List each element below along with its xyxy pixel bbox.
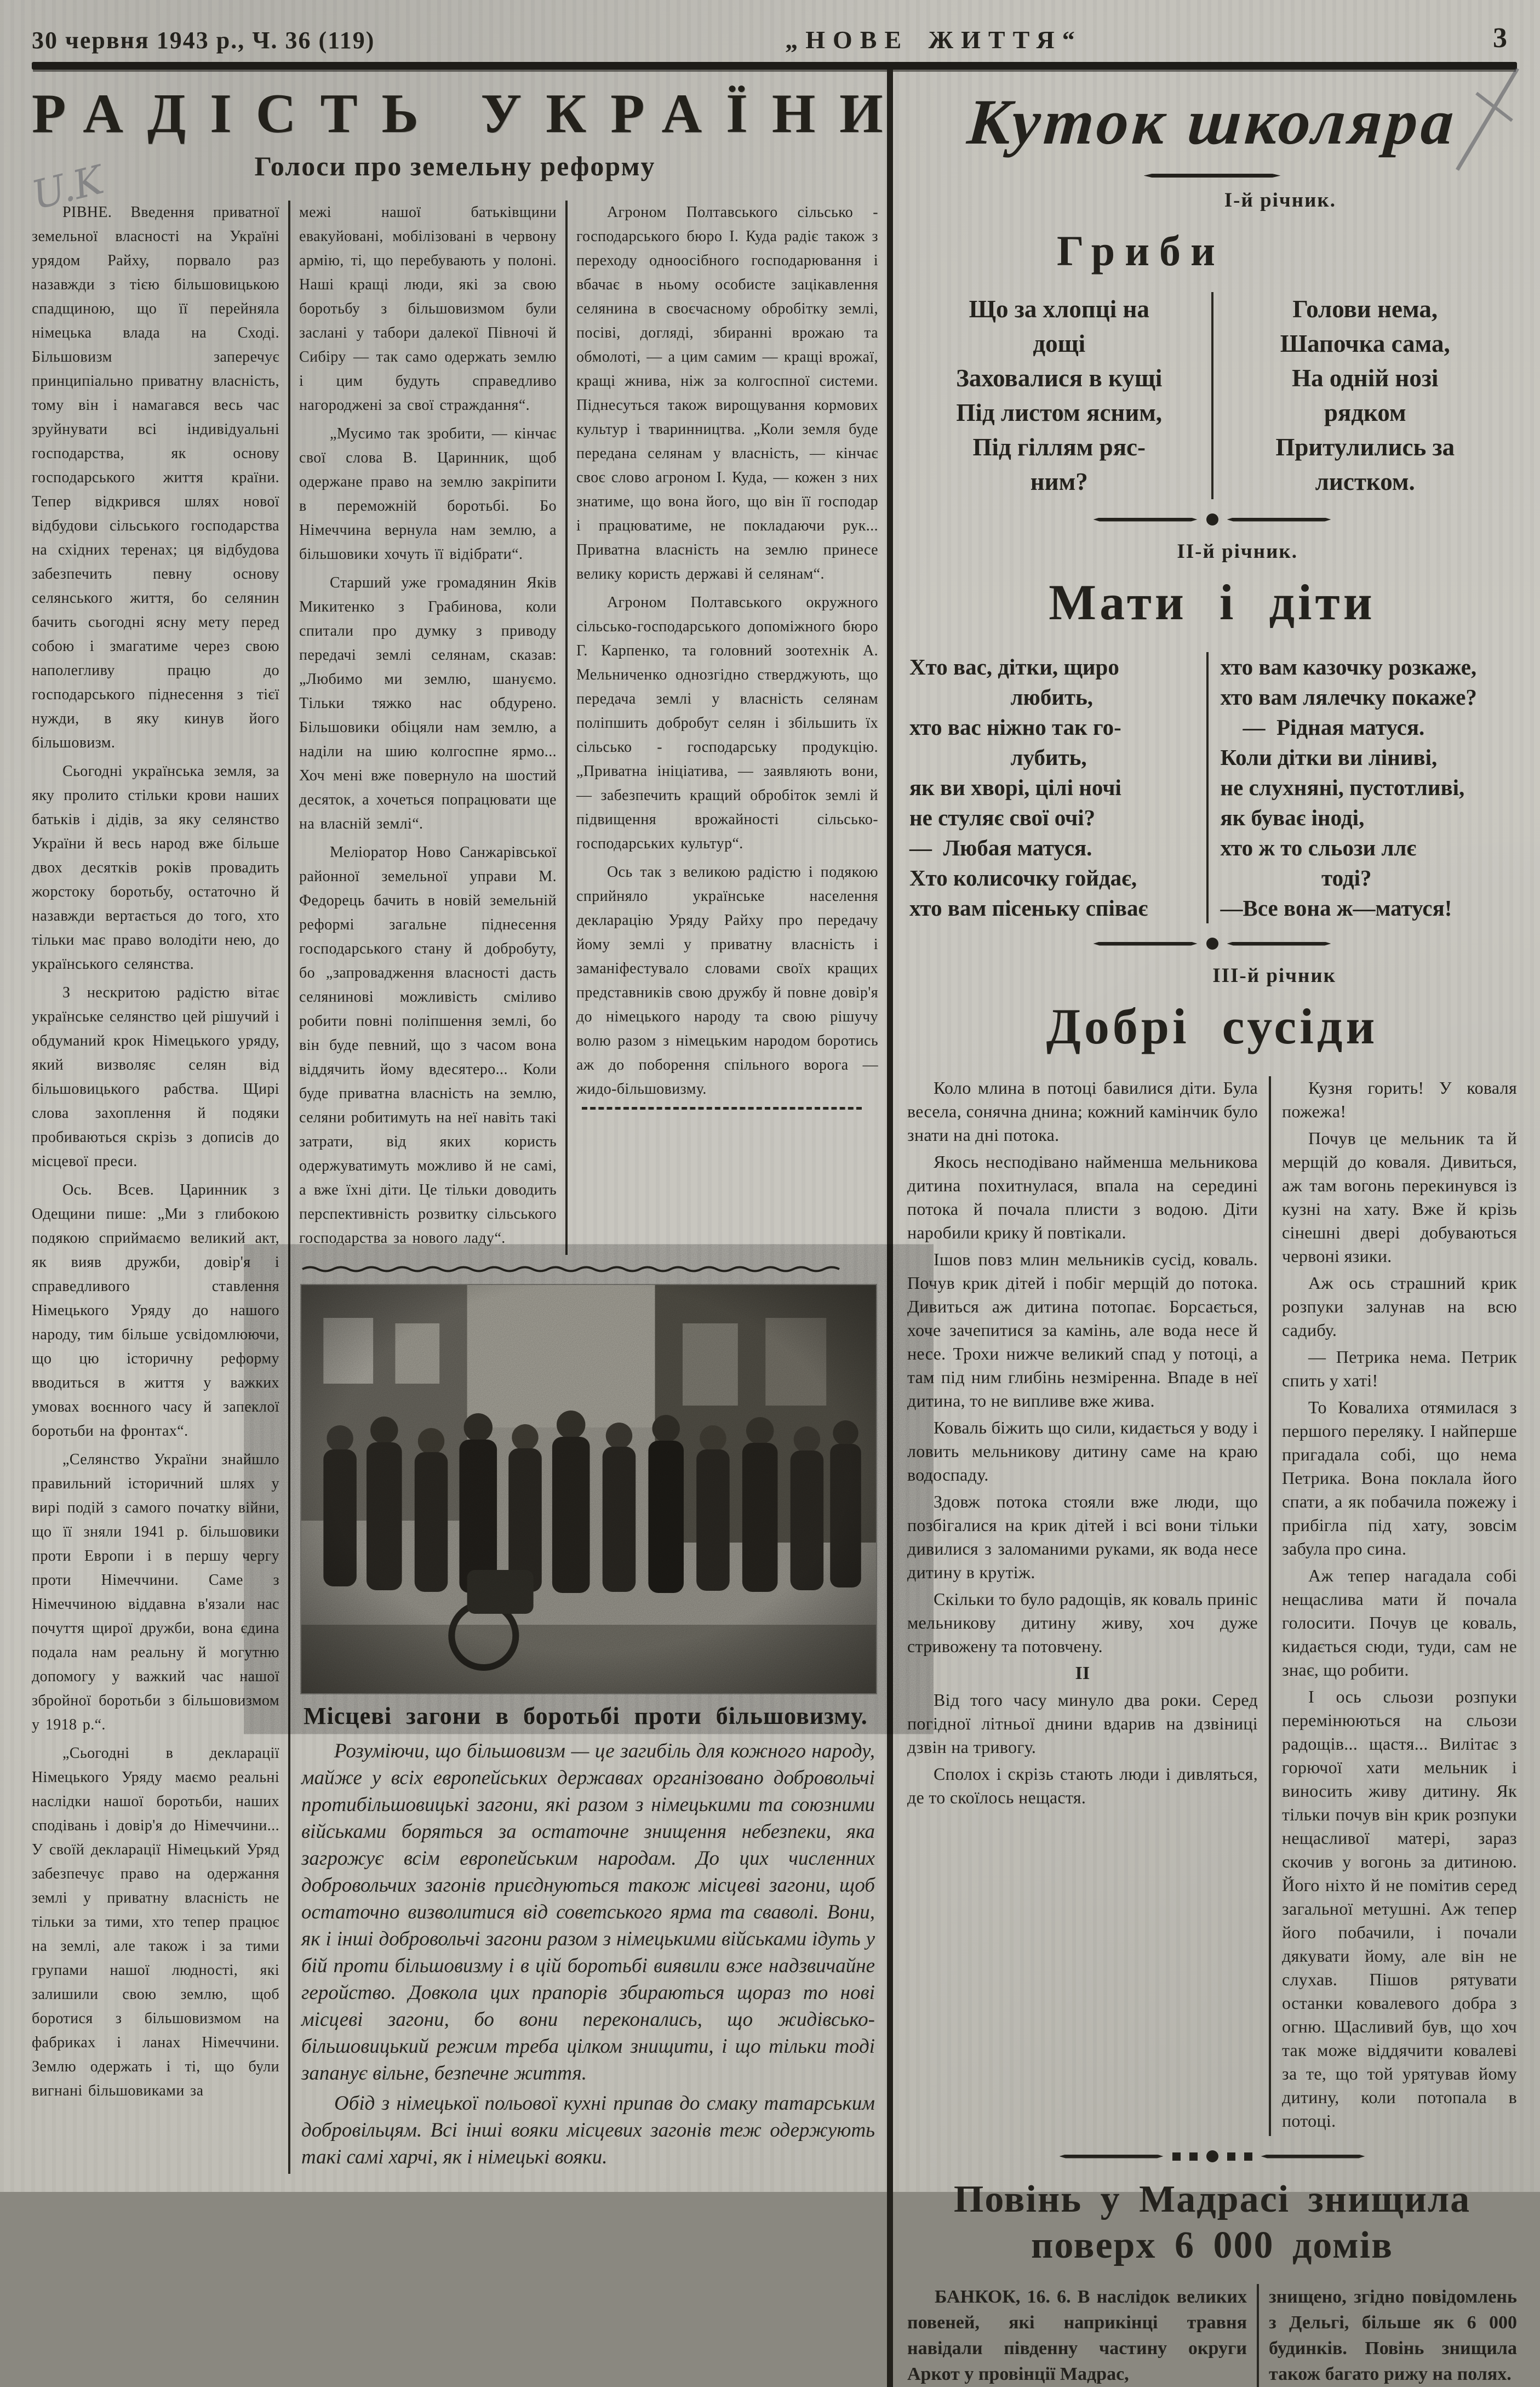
photo-caption: Місцеві загони в боротьбі проти більшовизму. — [304, 1703, 868, 1729]
text-line: Голови нема, — [1292, 295, 1438, 323]
photo-illustration — [301, 1285, 876, 1693]
text-line: — Петрика нема. Петрик спить у хаті! — [1282, 1347, 1517, 1390]
section-title-mother: Мати і діти — [1049, 574, 1376, 630]
story-good-neighbours — [907, 1076, 1517, 2136]
text-line: хто вам лялечку покаже? — [1220, 684, 1477, 710]
text-line: ним? — [1030, 468, 1088, 495]
poem-mushrooms — [907, 292, 1517, 499]
text-line: Ось. Всев. Царинник з Одещини пише: „Ми з глибокою подякою сприймаємо великий акт, як вияв дружби, довір'я і справедливого ставлення Німецького Уряду до нашого народу, тим більше усвідомлюючи, що цю історичну реформу вводиться в життя у важких умовах воєнного часу й запеклої боротьби на фронтах“. — [32, 1181, 279, 1440]
text-line: Ось так з великою радістю і подякою сприйняло українське населення декларацію Уряду Райху про передачу йому землі у приватну власність і заманіфестувало словами своїх кращих представників свою дружбу й повне довір'я до німецького народу та свою рішучу волю разом з німецьким народом боротись аж до поборення спільного ворога — жидо-більшовизму. — [576, 864, 878, 1098]
text-line: Від того часу минуло два роки. Серед погідної літньої днини вдарив на дзвіниці дзвін на тривогу. — [907, 1690, 1258, 1757]
text-line: Хто вас, дітки, щиро — [909, 654, 1119, 679]
text-line: На одній нозі — [1292, 364, 1439, 392]
text-line: любить, — [909, 684, 1094, 710]
text-line: РІВНЕ. Введення приватної земельної власності на Україні урядом Райху, порвало раз назавжди з тією більшовицькою спадщиною, що її перейняла німецька влада на Сході. Більшовизм заперечує принципіально приватну власність, тому він і намагався весь час зруйнувати всі індивідуальні господарства, як основу господарського життя країни. Тепер відкрився шлях нової відбудови сільського господарства на східних теренах; ця відбудова забезпечить певну основу селянського життя, бо селянин бачить сьогодні ясну мету перед собою і змагатиме через свою наполегливу працю до господарського піднесення з тієї нужди, в яку кинув його більшовизм. — [32, 204, 279, 751]
flood-title-line1: Повінь у Мадрасі знищила — [953, 2178, 1471, 2220]
page-header — [32, 22, 1517, 54]
article-column-3-text — [576, 201, 878, 1101]
text-line: БАНКОК, 16. 6. В наслідок великих повеней, які наприкінці травня навідали південну частину округи Аркот у провінції Мадрас, — [907, 2287, 1247, 2384]
text-line: Розуміючи, що більшовизм — це загибіль для кожного народу, майже у всіх европейських державах організовано добровольчі протибільшовицькі загони, які разом з німецькими та союзними військами боряться за остаточне знищення небезпеки, яка загрожує всім европейським народам. До цих численних добровольчих загонів приєднуються також місцеві загони, щоб остаточно визволитися від советського ярма та сваволі. Вони, як і інші добровольчі загони разом з німецькими військами ідуть у бій проти більшовизму і в цій боротьбі виявили вже надзвичайне геройство. Довкола цих прапорів збираються щораз то нові місцеві загони, бо вони переконались, що жидівсько-більшовицький режим треба цілком знищити, і що тільки тоді запанує вільне, безпечне життя. — [301, 1740, 875, 2085]
text-line: Якось несподівано найменша мельникова дитина похитнулася, впала на середині потока й почала плисти з водою. Діти наробили крику й повтікали. — [907, 1152, 1258, 1242]
article-title: РАДІСТЬ УКРАЇНИ — [32, 83, 907, 145]
text-line: не слухняні, пустотливі, — [1220, 775, 1465, 800]
text-line: — Любая матуся. — [909, 835, 1092, 860]
article-column-1 — [32, 201, 290, 2174]
school-corner-title: Куток школяра — [965, 86, 1459, 158]
text-line: Сьогодні українська земля, за яку пролито стільки крови наших батьків і дідів, за яку селянство України й весь народ вже більше двох десятків років провадить жорстоку боротьбу, остаточно й назавжди вертається до того, хто тільки має право володіти нею, до українського селянства. — [32, 763, 279, 973]
text-line: —Все вона ж—матуся! — [1220, 895, 1452, 921]
text-line: Обід з німецької польової кухні припав до смаку татарським добровільцям. Всі інші вояки місцевих загонів теж одержують такі самі харчі, як і німецькі вояки. — [301, 2092, 875, 2168]
text-line: листком. — [1315, 468, 1415, 495]
text-line: Аж тепер нагадала собі нещаслива мати й почала голосити. Почув це коваль, кидається сюди, туди, сам не знає, що робити. — [1282, 1566, 1517, 1680]
divider-ornament — [907, 174, 1517, 178]
text-line: Старший уже громадянин Яків Микитенко з Грабинова, коли спитали про думку з приводу передачі землі селянам, сказав: „Любимо ми землю, шануємо. Тільки тяжко нас обдурено. Більшовики обіцяли нам землю, а наділи на шию колгоспне ярмо... Хоч мені вже повернуло на шостий десяток, а хочеться попрацювати ще на власній землі“. — [299, 574, 557, 832]
text-line: хто вам пісеньку співає — [909, 895, 1148, 921]
text-line: Притулились за — [1275, 433, 1455, 461]
poem-left — [907, 652, 1209, 923]
text-line: Коло млина в потоці бавилися діти. Була весела, сонячна днина; кожний камінчик було знати на дні потока. — [907, 1078, 1258, 1145]
text-line: Агроном Полтавського сільсько - господарського бюро І. Куда радіє також з переходу одноосібного господарювання і вбачає в ньому особисте зацікавлення селянина в своєчасному обробітку землі, посіві, догляді, збиранні врожаю та обмолоті, — а цим самим — кращі врожаї, кращі жнива, ніж за колгоспної системи. Піднесуться також вирощування кормових культур і тваринництва. „Коли земля буде передана селянам у власність, — кінчає своє слово агроном І. Куда, — кожен з них знатиме, що вона його, що він її господар і працюватиме, не покладаючи рук... Приватна власність на землю принесе велику користь державі й селянам“. — [576, 204, 878, 583]
story-left-part1 — [907, 1076, 1258, 1658]
text-line: — Рідная матуся. — [1220, 715, 1425, 740]
grade-label-1: І-й річник. — [1224, 189, 1336, 212]
section-title-mushrooms: Гриби — [1057, 227, 1225, 275]
flood-article — [907, 2177, 1517, 2387]
text-line: Кузня горить! У коваля пожежа! — [1282, 1078, 1517, 1121]
text-line: тоді? — [1220, 865, 1372, 890]
text-line: „Селянство України знайшло правильний історичний шлях у вирі подій з самого початку війни, що її зняли 1941 р. більшовики проти Европи і в першу чергу проти Німеччини. Саме з Німеччиною віддавна в'язали нас почуття щирої дружби, вона єдина подала нам реальну й могутню допомогу у важкий час нашої збройної боротьби з більшовизмом у 1918 р.“. — [32, 1451, 279, 1733]
text-line: Сполох і скрізь стають люди і дивляться, де то скоїлось нещастя. — [907, 1764, 1258, 1807]
text-line: хто вас ніжно так го- — [909, 715, 1121, 740]
wavy-divider — [302, 1265, 839, 1272]
article-subtitle: Голоси про земельну реформу — [254, 151, 656, 181]
text-line: як буває іноді, — [1220, 805, 1365, 830]
text-line: З нескритою радістю вітає українське селянство цей рішучий і обдуманий крок Німецького уряду, який визволяє селян від більшовицького рабства. Щирі слова захоплення й подяки пробиваються скрізь з дописів до місцевої преси. — [32, 984, 279, 1170]
text-line: Шапочка сама, — [1280, 330, 1450, 357]
issue-date: 30 червня 1943 р., Ч. 36 (119) — [32, 27, 375, 54]
handwritten-mark: U.K — [27, 156, 108, 219]
poem-mother-children — [907, 652, 1517, 923]
text-line: Коваль біжить що сили, кидається у воду і ловить мельникову дитину саме на краю водоспаду. — [907, 1418, 1258, 1484]
story-left-part2 — [907, 1688, 1258, 1809]
flood-right-column — [1259, 2284, 1517, 2387]
masthead: „НОВЕ ЖИТТЯ“ — [785, 26, 1083, 54]
text-line: Агроном Полтавського окружного сільсько-господарського допоміжного бюро Г. Карпенко, та головний зоотехнік А. Мельниченко однозгідно стверджують, що передача землі у власність селянам поліпшить добробут селян і збільшить їх сільсько - господарську продукцію. „Приватна ініціатива, — заявляють вони, — забезпечить кращий обробіток землі й підвищення врожайності сільсько-господарських культур“. — [576, 594, 878, 852]
text-line: хто вам казочку розкаже, — [1220, 654, 1477, 679]
article-column-3 — [568, 201, 878, 1255]
text-line: Під гіллям ряс- — [972, 433, 1146, 461]
text-line: Хто колисочку гойдає, — [909, 865, 1137, 890]
header-rule — [32, 62, 1517, 70]
divider-ornament — [907, 513, 1517, 526]
story-right-column — [1271, 1076, 1517, 2136]
flood-title-line2: поверх 6 000 домів — [1031, 2224, 1393, 2266]
school-corner — [887, 70, 1517, 2387]
divider-ornament — [907, 2150, 1517, 2162]
text-line: Що за хлопці на — [969, 295, 1149, 323]
divider-ornament — [907, 938, 1517, 950]
text-line: хто ж то сльози ллє — [1220, 835, 1417, 860]
text-line: знищено, згідно повідомлень з Дельгі, більше як 6 000 будинків. Повінь знищила також багато рижу на полях. — [1269, 2287, 1517, 2384]
dashed-divider — [582, 1107, 862, 1110]
grade-label-3: ІІІ-й річник — [1212, 964, 1336, 987]
text-line: То Ковалиха отямилася з першого переляку. І найперше пригадала собі, що нема Петрика. Вона поклала його спати, а як побачила пожежу і прибігла під хату, зовсім забула про сина. — [1282, 1397, 1517, 1558]
poem-right — [1213, 292, 1518, 499]
section-title-neighbours: Добрі сусіди — [1046, 998, 1378, 1054]
poem-right — [1209, 652, 1518, 923]
article-column-2 — [299, 201, 568, 1255]
text-line: І ось сльози розпуки перемінюються на сльози радощів... щастя... Вилітає з горючої хати мельник і виносить живу дитину. Як тільки почув він крик розпуки нещасливої матері, зараз скочив у вогонь за дитиною. Його ніхто й не помітив серед загальної метушні. Аж тепер його побачили, і почали дякувати йому, але він не слухав. Пішов рятувати останки ковалевого добра з огню. Щасливий був, що хоч так може віддячити ковалеві за те, що той урятував йому дитину, коли потопала в потоці. — [1282, 1687, 1517, 2131]
photo-image — [301, 1285, 876, 1693]
text-line: Аж ось страшний крик розпуки залунав на всю садибу. — [1282, 1273, 1517, 1340]
text-line: Заховалися в кущі — [956, 364, 1163, 392]
text-line: „Сьогодні в декларації Німецького Уряду маємо реальні наслідки нашої боротьби, наших сподівань і довір'я до Німеччини... У своїй декларації Німецький Уряд забезпечує право на одержання землі у приватну власність не тільки за тими, хто тепер працює на землі, але також і за тими групами нашої людності, які залишили свою землю, щоб боротися з більшовизмом на фабриках і ланах Німеччини. Землю одержать і ті, що були вигнані більшовиками за — [32, 1745, 279, 2099]
story-part-label: II — [1075, 1663, 1090, 1683]
photo-story — [299, 1738, 878, 2171]
text-line: не стуляє свої очі? — [909, 805, 1096, 830]
text-line: „Мусимо так зробити, — кінчає свої слова В. Царинник, щоб одержане право на землю закріпити в переможній боротьбі. Бо Німеччина вернула нам землю, а більшовики хочуть її відібрати“. — [299, 425, 557, 563]
grade-label-2: ІІ-й річник. — [1177, 540, 1298, 563]
main-article — [32, 70, 907, 2387]
text-line: Ішов повз млин мельників сусід, коваль. Почув крик дітей і побіг мерщій до потока. Дивиться аж дитина потопає. Борсається, хоче зачепитися за камінь, але вода несе й несе. Трохи нижче великий спад у потоці, а там під ним глибінь незміренна. Впаде в неї дитина, то не випливе вже жива. — [907, 1249, 1258, 1410]
text-line: Здовж потока стояли вже люди, що позбігалися на крик дітей і всі вони тільки дивилися з заломаними руками, як вода несе дитину в крутіж. — [907, 1492, 1258, 1582]
poem-left — [907, 292, 1213, 499]
article-subzone — [290, 201, 878, 2174]
pen-check-mark — [1446, 60, 1528, 181]
text-line: дощі — [1033, 330, 1086, 357]
text-line: Скільки то було радощів, як коваль приніс мельникову дитину живу, хоч дуже стривожену та потовчену. — [907, 1589, 1258, 1656]
text-line: рядком — [1324, 399, 1406, 426]
text-line: межі нашої батьківщини евакуйовані, мобілізовані в червону армію, ті, що перебувають у полоні. Наші кращі люди, які за свою боротьбу з більшовизмом були заслані у табори далекої Півночі й Сибіру — так само одержать землю і цим будуть справедливо нагороджені за свої страждання“. — [299, 204, 557, 414]
text-line: лубить, — [909, 745, 1087, 770]
text-line: Під листом ясним, — [956, 399, 1163, 426]
text-line: Коли дітки ви ліниві, — [1220, 745, 1438, 770]
flood-left-column — [907, 2284, 1259, 2387]
text-line: як ви хворі, цілі ночі — [909, 775, 1121, 800]
flood-article-title — [907, 2177, 1517, 2269]
page-number: 3 — [1493, 22, 1507, 54]
text-line: Почув це мельник та й мерщій до коваля. Дивиться, аж там вогонь перекинувся із кузні на хату. Вже й крізь сінешні двері добуваються червоні язики. — [1282, 1128, 1517, 1266]
story-left-column — [907, 1076, 1271, 2136]
text-line: Меліоратор Ново Санжарівської районної земельної управи М. Федорець бачить в новій земельній реформі загальне піднесення господарського стану й добробуту, бо „запровадження власності дасть селянинові можливість сміливо робити повні поліпшення землі, бо він буде певний, що з часом вона віддячить йому вдесятеро... Коли буде приватна власність на землю, селяни робитимуть на неї навіть такі затрати, від яких користь одержуватимуть можливо й не самі, а вже їхні діти. Це тільки доводить перспективність розвитку сільського господарства за нового ладу“. — [299, 844, 557, 1247]
